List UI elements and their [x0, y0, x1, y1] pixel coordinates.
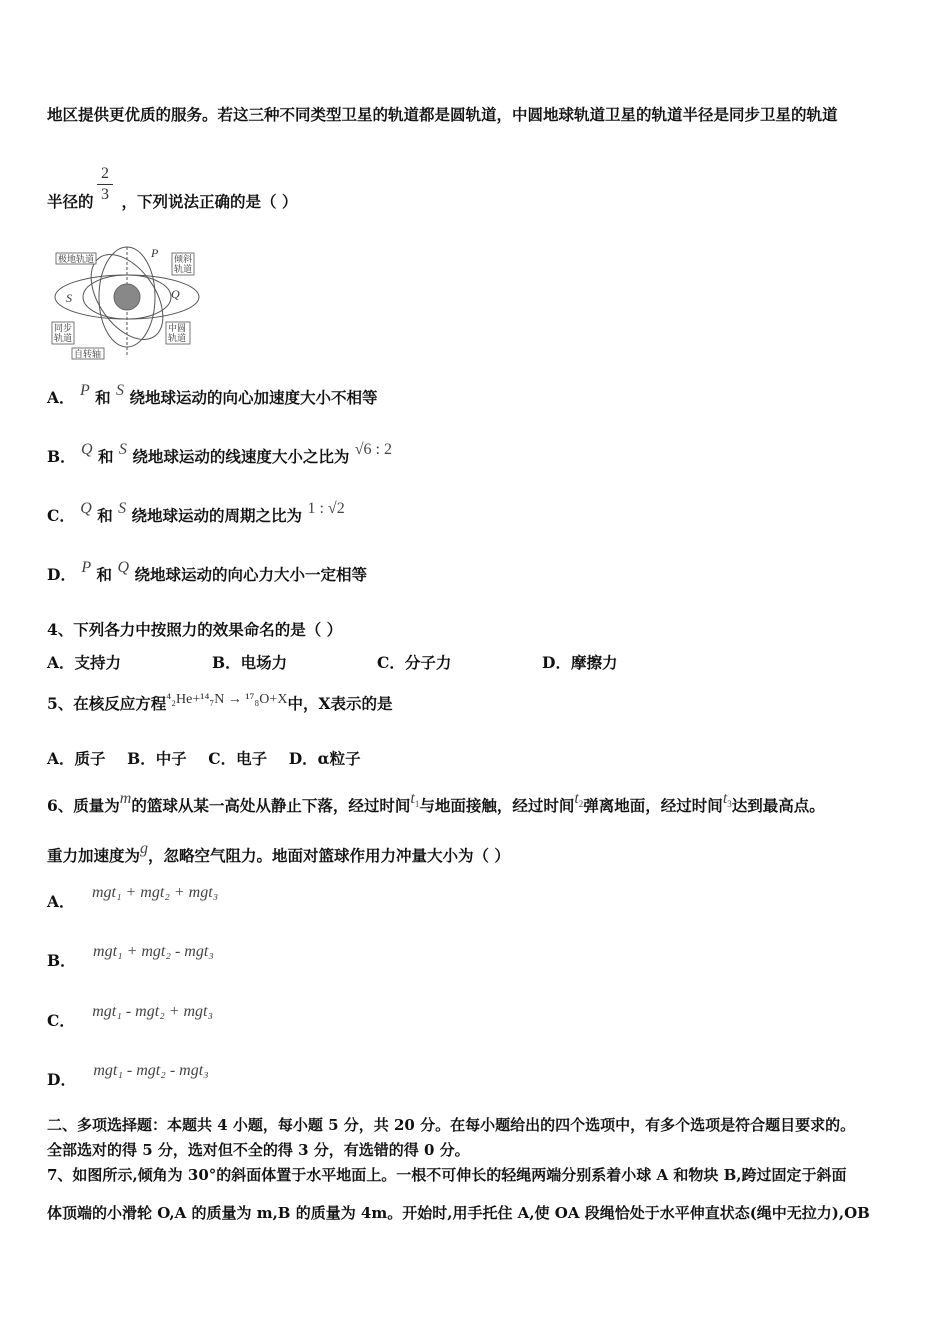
var-t1: $t_1$	[410, 790, 420, 809]
q6-stem-line-1	[47, 790, 825, 816]
option-text: 绕地球运动的线速度大小之比为	[132, 447, 350, 466]
label-medium-orbit-1: 中圆	[168, 323, 187, 333]
earth	[114, 284, 140, 310]
option-key: D．	[47, 1070, 76, 1089]
q3-option-c[interactable]	[47, 500, 345, 526]
option-var-1: Q	[80, 500, 92, 517]
option-key: C．	[47, 506, 75, 525]
q3-option-d[interactable]	[47, 559, 367, 585]
q7-line-1: 7、如图所示,倾角为 30°的斜面体置于水平地面上。一根不可伸长的轻绳两端分别系着小球 A 和物块 B,跨过固定于斜面	[47, 1166, 847, 1184]
intro-line-1: 地区提供更优质的服务。若这三种不同类型卫星的轨道都是圆轨道，中圆地球轨道卫星的轨道半径是同步卫星的轨道	[47, 105, 838, 124]
intro-line-2-suffix: ，下列说法正确的是（ ）	[121, 192, 298, 211]
option-expression: mgt₁ + mgt₂ - mgt₃	[93, 943, 214, 960]
option-var-2: S	[116, 382, 125, 399]
q5-options[interactable]: A．质子 B．中子 C．电子 D．α粒子	[47, 749, 361, 768]
label-sync-orbit-2: 轨道	[54, 333, 73, 343]
label-inclined-orbit-1: 倾斜	[174, 254, 193, 264]
nuclear-equation: ⁴₂He+¹⁴₇N → ¹⁷₈O+X	[166, 692, 288, 707]
q6-part-1: 6、质量为	[47, 796, 120, 815]
var-t3: $t_3$	[722, 790, 732, 809]
q6-option-c[interactable]	[47, 999, 214, 1030]
option-key: A．	[47, 892, 75, 911]
option-expression: mgt₁ - mgt₂ + mgt₃	[92, 1003, 214, 1020]
q5-stem	[47, 692, 392, 714]
q7-line-2: 体顶端的小滑轮 O,A 的质量为 m,B 的质量为 4m。开始时,用手托住 A,使 OA 段绳恰处于水平伸直状态(绳中无拉力),OB	[47, 1204, 870, 1222]
q4-option-a[interactable]: A．支持力	[47, 653, 122, 672]
option-key: B．	[47, 447, 76, 466]
option-text: 绕地球运动的向心加速度大小不相等	[129, 388, 378, 407]
q3-option-b[interactable]	[47, 441, 392, 467]
option-and: 和	[97, 506, 113, 525]
option-ratio: √6 : 2	[354, 441, 392, 458]
intro-line-2	[47, 190, 297, 212]
fraction-denominator: 3	[101, 186, 109, 203]
q6-part-4: 弹离地面，经过时间	[583, 796, 723, 815]
option-key: B．	[47, 951, 76, 970]
q4-option-c[interactable]: C．分子力	[377, 653, 452, 672]
q3-option-a[interactable]	[47, 382, 378, 408]
option-var-1: P	[79, 382, 90, 399]
q6-option-d[interactable]	[47, 1058, 209, 1089]
label-sync-orbit-1: 同步	[54, 323, 73, 333]
option-var-1: Q	[81, 441, 93, 458]
q6-option-b[interactable]	[47, 939, 214, 970]
orbit-diagram	[50, 245, 200, 360]
q5-stem-suffix: 中，X表示的是	[287, 694, 393, 713]
fraction-bar	[97, 184, 113, 185]
section-2-line-1: 二、多项选择题：本题共 4 小题，每小题 5 分，共 20 分。在每小题给出的四个选项中，有多个选项是符合题目要求的。	[47, 1116, 856, 1134]
label-inclined-orbit-2: 轨道	[174, 264, 193, 274]
point-p: P	[151, 246, 159, 260]
q6-line-2-a: 重力加速度为	[47, 846, 141, 865]
option-var-1: P	[81, 559, 92, 576]
var-g: g	[140, 840, 149, 857]
option-expression: mgt₁ + mgt₂ + mgt₃	[91, 884, 219, 901]
option-var-2: S	[118, 441, 127, 458]
option-key: C．	[47, 1011, 75, 1030]
option-key: D．	[47, 565, 76, 584]
var-m: m	[119, 790, 132, 807]
point-q: Q	[171, 287, 180, 301]
option-text: 绕地球运动的周期之比为	[131, 506, 303, 525]
q6-stem-line-2	[47, 840, 510, 866]
section-2-line-2: 全部选对的得 5 分，选对但不全的得 3 分，有选错的得 0 分。	[47, 1141, 470, 1159]
q6-option-a[interactable]	[47, 880, 219, 911]
q4-option-b[interactable]: B．电场力	[212, 653, 288, 672]
fraction-two-thirds	[97, 165, 113, 204]
option-and: 和	[97, 447, 114, 466]
option-var-2: Q	[117, 559, 130, 576]
fraction-numerator: 2	[101, 165, 109, 182]
q6-part-5: 达到最高点。	[731, 796, 825, 815]
option-expression: mgt₁ - mgt₂ - mgt₃	[93, 1062, 209, 1079]
q6-part-2: 的篮球从某一高处从静止下落，经过时间	[131, 796, 411, 815]
option-key: A．	[47, 388, 75, 407]
label-medium-orbit-2: 轨道	[168, 333, 187, 343]
label-polar-orbit: 极地轨道	[58, 254, 95, 264]
q6-line-2-b: ，忽略空气阻力。地面对篮球作用力冲量大小为（ ）	[148, 846, 510, 865]
q5-stem-prefix: 5、在核反应方程	[47, 694, 167, 713]
q6-part-3: 与地面接触，经过时间	[419, 796, 575, 815]
option-var-2: S	[118, 500, 127, 517]
intro-line-2-prefix: 半径的	[47, 192, 94, 211]
option-text: 绕地球运动的向心力大小一定相等	[134, 565, 367, 584]
var-t2: $t_2$	[574, 790, 584, 809]
point-s: S	[66, 291, 72, 305]
q4-stem: 4、下列各力中按照力的效果命名的是（ ）	[47, 620, 343, 639]
option-and: 和	[96, 565, 113, 584]
option-ratio: 1 : √2	[307, 500, 345, 517]
option-and: 和	[95, 388, 111, 407]
label-rotation-axis: 自转轴	[74, 349, 102, 359]
q4-option-d[interactable]: D．摩擦力	[542, 653, 618, 672]
